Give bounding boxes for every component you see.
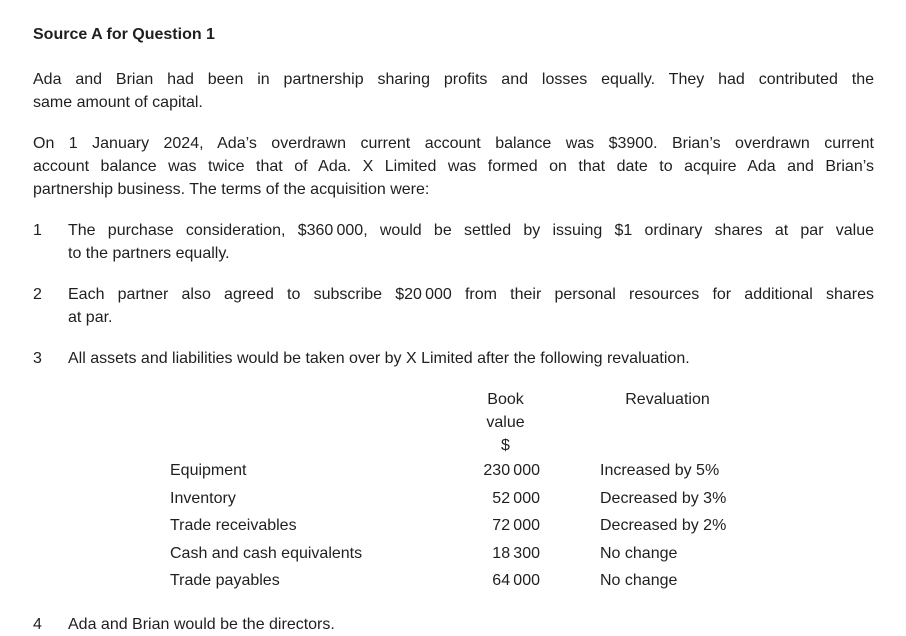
page-title: Source A for Question 1 bbox=[33, 26, 215, 43]
term-line: Each partner also agreed to subscribe $20 000 from their personal resources for additional shares bbox=[68, 286, 874, 303]
term-text bbox=[68, 283, 874, 329]
table-row bbox=[170, 540, 874, 568]
table-row bbox=[170, 457, 874, 485]
term-number: 3 bbox=[33, 350, 42, 367]
book-value-cell: 72 000 bbox=[492, 517, 540, 534]
term-line: at par. bbox=[68, 309, 113, 326]
book-value-cell: 230 000 bbox=[483, 462, 540, 479]
term-line: Ada and Brian would be the directors. bbox=[68, 615, 335, 633]
revaluation-table bbox=[170, 388, 874, 595]
term-item-1 bbox=[33, 219, 874, 265]
item-label: Inventory bbox=[170, 489, 236, 507]
paragraph-line: account balance was twice that of Ada. X Limited was formed on that date to acquire Ada and Brian’s bbox=[33, 158, 874, 175]
term-number: 1 bbox=[33, 222, 42, 239]
revaluation-cell: Decreased by 3% bbox=[600, 489, 727, 507]
item-label: Equipment bbox=[170, 462, 247, 479]
paragraph-line: Ada and Brian had been in partnership sharing profits and losses equally. They had contributed the bbox=[33, 71, 874, 88]
term-text bbox=[68, 613, 874, 636]
currency-symbol: $ bbox=[501, 437, 510, 454]
revaluation-column-header: Revaluation bbox=[625, 391, 710, 408]
table-row bbox=[170, 485, 874, 513]
revaluation-cell: No change bbox=[600, 572, 678, 589]
book-value-column-header: Book value bbox=[486, 391, 525, 431]
term-item-3 bbox=[33, 347, 874, 370]
item-label: Trade receivables bbox=[170, 517, 297, 534]
term-text bbox=[68, 219, 874, 265]
book-value-cell: 52 000 bbox=[492, 489, 540, 507]
term-number: 2 bbox=[33, 286, 42, 303]
term-line: All assets and liabilities would be taken over by X Limited after the following revaluation. bbox=[68, 350, 690, 367]
term-line: The purchase consideration, $360 000, would be settled by issuing $1 ordinary shares at par value bbox=[68, 222, 874, 239]
book-value-cell: 64 000 bbox=[492, 572, 540, 589]
paragraph-line: partnership business. The terms of the acquisition were: bbox=[33, 181, 430, 198]
paragraph-line: On 1 January 2024, Ada’s overdrawn current account balance was $3900. Brian’s overdrawn current bbox=[33, 135, 874, 152]
table-header-row bbox=[170, 388, 874, 434]
book-value-cell: 18 300 bbox=[492, 544, 540, 562]
revaluation-cell: Increased by 5% bbox=[600, 462, 720, 479]
revaluation-cell: Decreased by 2% bbox=[600, 517, 727, 534]
item-label: Trade payables bbox=[170, 572, 280, 589]
intro-paragraph bbox=[33, 68, 874, 114]
context-paragraph bbox=[33, 132, 874, 201]
currency-row bbox=[170, 434, 874, 457]
table-row bbox=[170, 567, 874, 595]
item-label: Cash and cash equivalents bbox=[170, 544, 363, 562]
paragraph-line: same amount of capital. bbox=[33, 94, 203, 111]
term-item-2 bbox=[33, 283, 874, 329]
term-text bbox=[68, 347, 874, 370]
table-row bbox=[170, 512, 874, 540]
term-item-4 bbox=[33, 613, 874, 636]
term-number: 4 bbox=[33, 615, 42, 633]
term-line: to the partners equally. bbox=[68, 245, 230, 262]
revaluation-cell: No change bbox=[600, 544, 678, 562]
